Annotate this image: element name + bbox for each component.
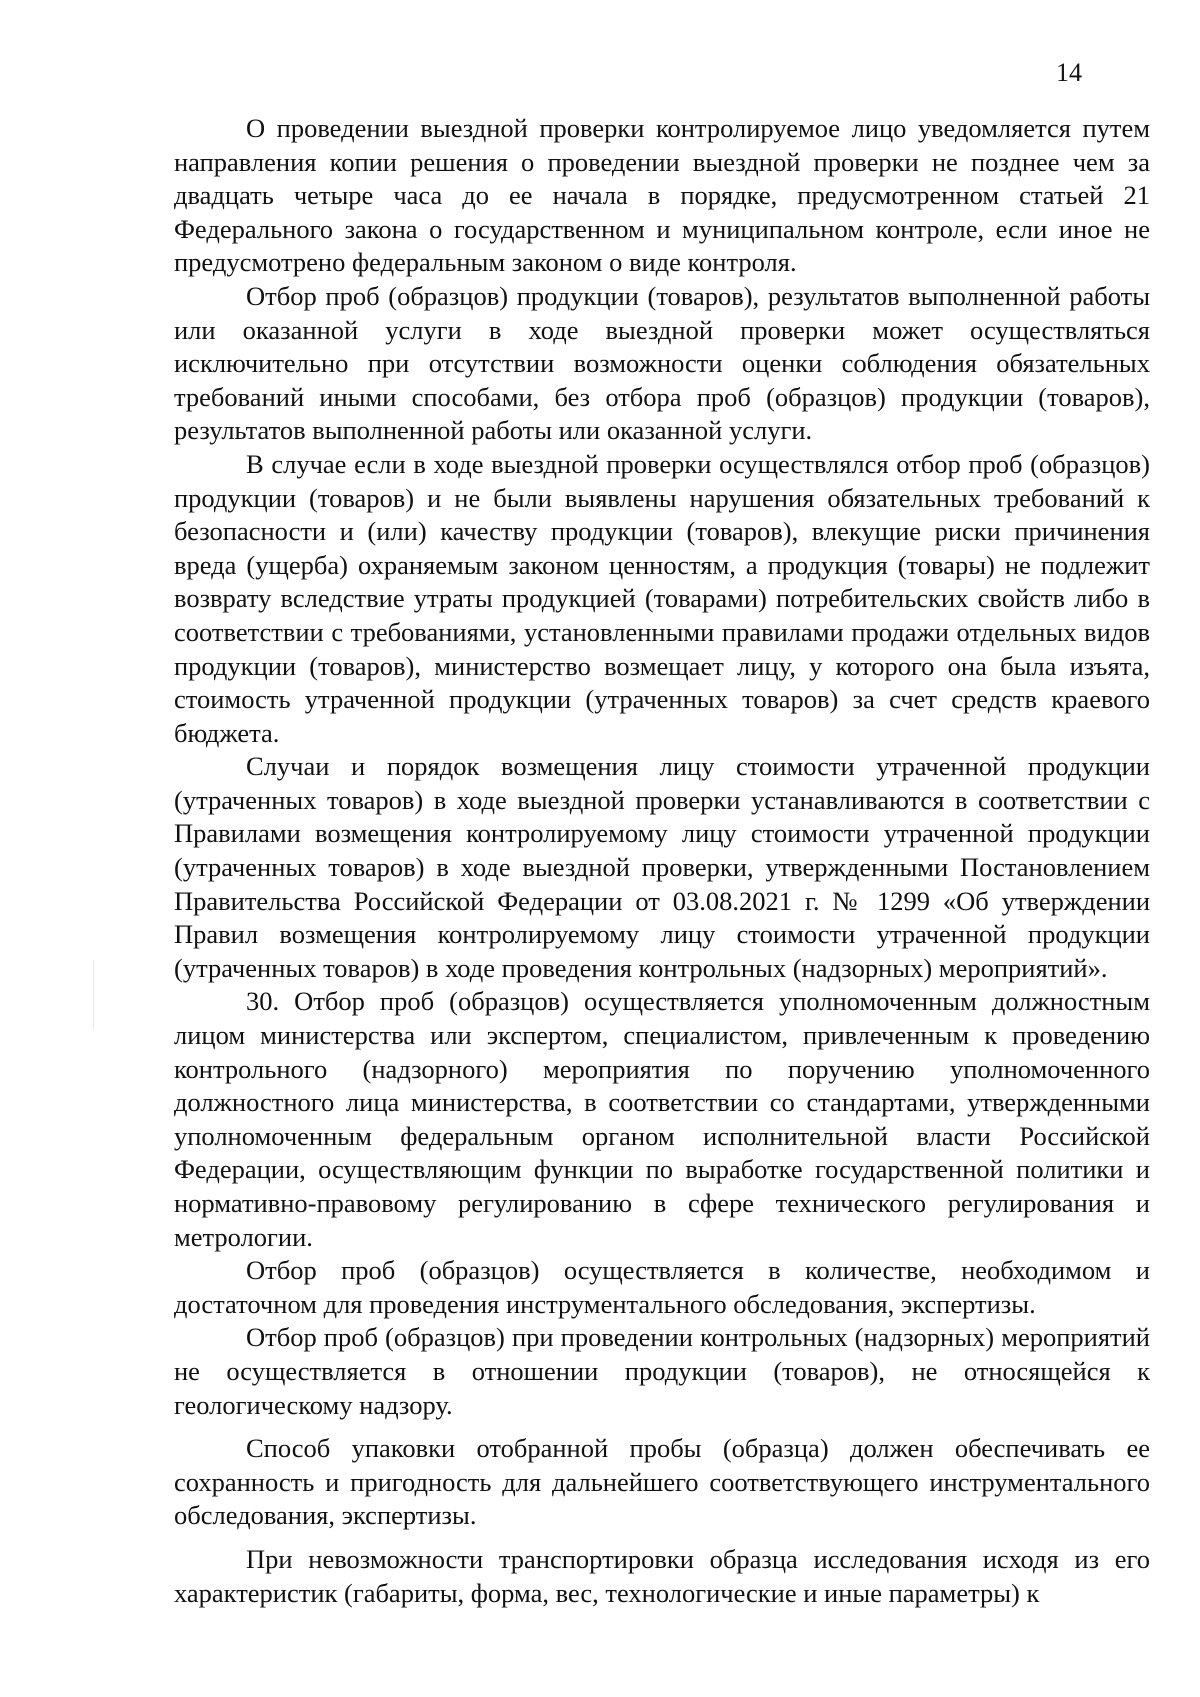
paragraph-compensation-procedure: Случаи и порядок возмещения лицу стоимости утраченной продукции (утраченных товаров) в ходе выездной проверки устанавливаются в соответствии с Правилами возмещения контролируемому лицу стоимости утраченной продукции (утраченных товаров) в ходе выездной проверки, утвержденными Постановлением Правительства Российской Федерации от 03.08.2021 г. № 1299 «Об утверждении Правил возмещения контролируемому лицу стоимости утраченной продукции (утраченных товаров) в ходе проведения контрольных (надзорных) мероприятий». xyxy=(174,751,1150,983)
paragraph-compensation: В случае если в ходе выездной проверки осуществлялся отбор проб (образцов) продукции (товаров) и не были выявлены нарушения обязательных требований к безопасности и (или) качеству продукции (товаров), влекущие риски причинения вреда (ущерба) охраняемым законом ценностям, а продукция (товары) не подлежит возврату вследствие утраты продукцией (товарами) потребительских свойств либо в соответствии с требованиями, установленными правилами продажи отдельных видов продукции (товаров), министерство возмещает лицу, у которого она была изъята, стоимость утраченной продукции (утраченных товаров) за счет средств краевого бюджета. xyxy=(174,448,1150,748)
paragraph-geological-supervision: Отбор проб (образцов) при проведении контрольных (надзорных) мероприятий не осуществляется в отношении продукции (товаров), не относящейся к геологическому надзору. xyxy=(174,1322,1150,1420)
paragraph-sample-quantity: Отбор проб (образцов) осуществляется в количестве, необходимом и достаточном для проведения инструментального обследования, экспертизы. xyxy=(174,1255,1150,1319)
paragraph-inspection-notice: О проведении выездной проверки контролируемое лицо уведомляется путем направления копии решения о проведении выездной проверки не позднее чем за двадцать четыре часа до ее начала в порядке, предусмотренном статьей 21 Федерального закона о государственном и муниципальном контроле, если иное не предусмотрено федеральным законом о виде контроля. xyxy=(174,113,1150,278)
paragraph-packaging: Способ упаковки отобранной пробы (образца) должен обеспечивать ее сохранность и пригодность для дальнейшего соответствующего инструментального обследования, экспертизы. xyxy=(174,1433,1150,1531)
paragraph-transport-impossible: При невозможности транспортировки образца исследования исходя из его характеристик (габариты, форма, вес, технологические и иные параметры) к xyxy=(174,1543,1150,1608)
page-number: 14 xyxy=(1056,58,1082,87)
document-body xyxy=(174,112,1150,1610)
paragraph-sampling-conditions: Отбор проб (образцов) продукции (товаров), результатов выполненной работы или оказанной услуги в ходе выездной проверки может осуществляться исключительно при отсутствии возможности оценки соблюдения обязательных требований иными способами, без отбора проб (образцов) продукции (товаров), результатов выполненной работы или оказанной услуги. xyxy=(174,280,1150,446)
scan-margin-mark xyxy=(93,960,94,1030)
paragraph-item-30: 30. Отбор проб (образцов) осуществляется уполномоченным должностным лицом министерства или экспертом, специалистом, привлеченным к проведению контрольного (надзорного) мероприятия по поручению уполномоченного должностного лица министерства, в соответствии со стандартами, утвержденными уполномоченным федеральным органом исполнительной власти Российской Федерации, осуществляющим функции по выработке государственной политики и нормативно-правовому регулированию в сфере технического регулирования и метрологии. xyxy=(174,986,1150,1252)
